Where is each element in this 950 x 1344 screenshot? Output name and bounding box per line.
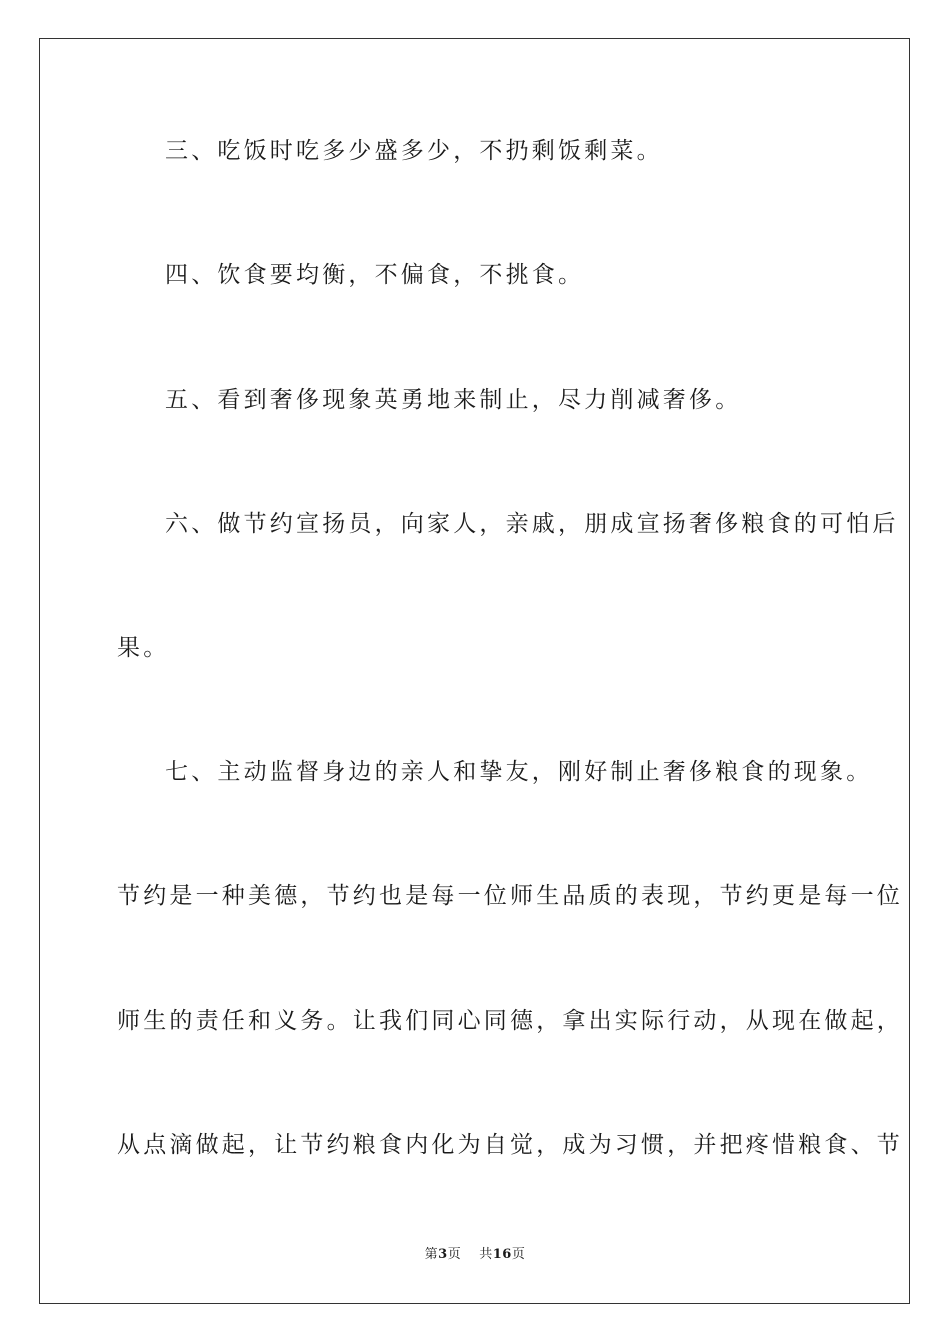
page-border bbox=[39, 38, 910, 1304]
paragraph-item-7: 七、主动监督身边的亲人和挚友，刚好制止奢侈粮食的现象。 bbox=[165, 759, 873, 785]
paragraph-item-3: 三、吃饭时吃多少盛多少，不扔剩饭剩菜。 bbox=[165, 138, 663, 164]
page-footer bbox=[0, 1246, 950, 1264]
footer-total-pages: 16 bbox=[492, 1247, 512, 1262]
footer-page-number: 3 bbox=[438, 1247, 448, 1262]
paragraph-item-6-continued: 果。 bbox=[117, 635, 170, 661]
paragraph-item-5: 五、看到奢侈现象英勇地来制止，尽力削减奢侈。 bbox=[165, 387, 742, 413]
footer-total-suffix: 页 bbox=[511, 1247, 526, 1262]
paragraph-body-line-2: 师生的责任和义务。让我们同心同德，拿出实际行动，从现在做起， bbox=[117, 1008, 903, 1034]
footer-total-prefix: 共 bbox=[479, 1247, 493, 1262]
paragraph-item-6: 六、做节约宣扬员，向家人，亲戚，朋成宣扬奢侈粮食的可怕后 bbox=[165, 511, 899, 537]
paragraph-body-line-1: 节约是一种美德，节约也是每一位师生品质的表现，节约更是每一位 bbox=[117, 883, 903, 909]
footer-page-prefix: 第 bbox=[424, 1247, 439, 1262]
paragraph-item-4: 四、饮食要均衡，不偏食，不挑食。 bbox=[165, 262, 585, 288]
paragraph-body-line-3: 从点滴做起，让节约粮食内化为自觉，成为习惯，并把疼惜粮食、节 bbox=[117, 1132, 903, 1158]
footer-page-suffix: 页 bbox=[447, 1247, 462, 1262]
